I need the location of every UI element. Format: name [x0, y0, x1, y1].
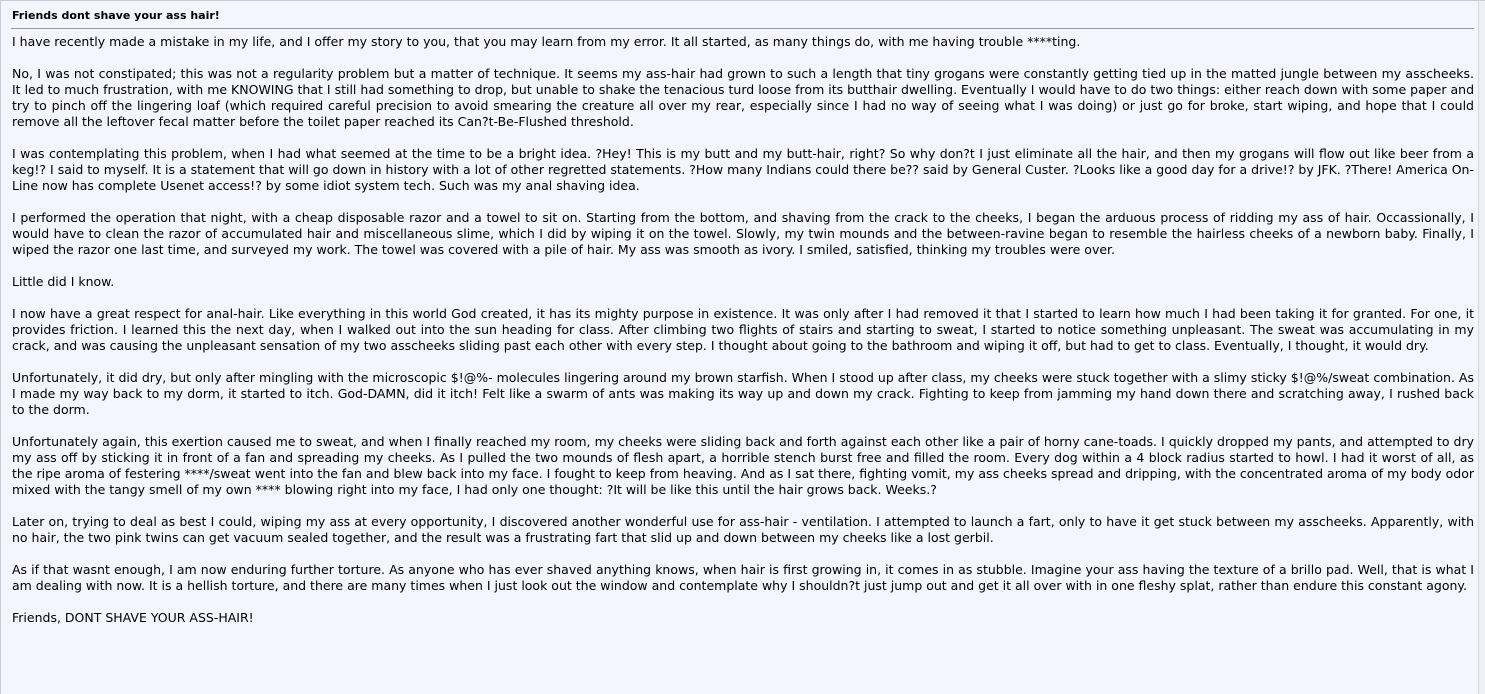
scrollbar-track[interactable]	[1478, 1, 1485, 694]
post-paragraph: As if that wasnt enough, I am now enduring further torture. As anyone who has ever shaved anything knows, when hair is first growing in, it comes in as stubble. Imagine your ass having the texture of a brillo pad. Well, that is what I am dealing with now. It is a hellish torture, and there are many times when I just look out the window and contemplate why I shouldn?t just jump out and get it all over with in one fleshy splat, rather than endure this constant agony.	[12, 562, 1474, 593]
post-paragraph: I performed the operation that night, with a cheap disposable razor and a towel to sit on. Starting from the bottom, and shaving from the crack to the cheeks, I began the arduous process of ridding my ass of hair. Occassionally, I would have to clean the razor of accumulated hair and miscellaneous slime, which I did by wiping it on the towel. Slowly, my twin mounds and the between-ravine began to resemble the hairless cheeks of a newborn baby. Finally, I wiped the razor one last time, and surveyed my work. The towel was covered with a pile of hair. My ass was smooth as ivory. I smiled, satisfied, thinking my troubles were over.	[12, 210, 1474, 257]
post-paragraph: Friends, DONT SHAVE YOUR ASS-HAIR!	[12, 610, 254, 625]
title-divider	[11, 28, 1474, 29]
post-paragraph: No, I was not constipated; this was not a regularity problem but a matter of technique. It seems my ass-hair had grown to such a length that tiny grogans were constantly getting tied up in the matted jungle between my asscheeks. It led to much frustration, with me KNOWING that I still had something to drop, but unable to shake the tenacious turd loose from its butthair dwelling. Eventually I would have to do two things: either reach down with some paper and try to pinch off the lingering loaf (which required careful precision to avoid smearing the creature all over my rear, especially since I had no way of seeing what I was doing) or just go for broke, start wiping, and hope that I could remove all the leftover fecal matter before the toilet paper reached its Can?t-Be-Flushed threshold.	[12, 66, 1474, 129]
post-paragraph: Unfortunately, it did dry, but only after mingling with the microscopic $!@%- molecules lingering around my brown starfish. When I stood up after class, my cheeks were stuck together with a slimy sticky $!@%/sweat combination. As I made my way back to my dorm, it started to itch. God-DAMN, did it itch! Felt like a swarm of ants was making its way up and down my crack. Fighting to keep from jamming my hand down there and scratching away, I rushed back to the dorm.	[12, 370, 1474, 417]
post-paragraph: Later on, trying to deal as best I could, wiping my ass at every opportunity, I discovered another wonderful use for ass-hair - ventilation. I attempted to launch a fart, only to have it get stuck between my asscheeks. Apparently, with no hair, the two pink twins can get vacuum sealed together, and the result was a frustrating fart that slid up and down between my cheeks like a lost gerbil.	[12, 514, 1474, 545]
post-paragraph: Little did I know.	[12, 274, 115, 289]
post-paragraph: I was contemplating this problem, when I had what seemed at the time to be a bright idea. ?Hey! This is my butt and my butt-hair, right? So why don?t I just eliminate all the hair, and then my grogans will flow out like beer from a keg!? I said to myself. It is a statement that will go down in history with a lot of other regretted statements. ?How many Indians could there be?? said by General Custer. ?Looks like a good day for a drive!? by JFK. ?There! America On-Line now has complete Usenet access!? by some idiot system tech. Such was my anal shaving idea.	[12, 146, 1474, 193]
post-title: Friends dont shave your ass hair!	[12, 9, 220, 22]
post-paragraph: Unfortunately again, this exertion caused me to sweat, and when I finally reached my room, my cheeks were sliding back and forth against each other like a pair of horny cane-toads. I quickly dropped my pants, and attempted to dry my ass off by sticking it in front of a fan and spreading my cheeks. As I pulled the two mounds of flesh apart, a horrible stench burst free and filled the room. Every dog within a 4 block radius started to howl. I had it worst of all, as the ripe aroma of festering ****/sweat went into the fan and blew back into my face. I fought to keep from heaving. And as I sat there, fighting vomit, my ass cheeks spread and dripping, with the concentrated aroma of my body odor mixed with the tangy smell of my own **** blowing right into my face, I had only one thought: ?It will be like this until the hair grows back. Weeks.?	[12, 434, 1474, 497]
post-body	[12, 34, 1474, 626]
post-paragraph: I now have a great respect for anal-hair. Like everything in this world God created, it has its mighty purpose in existence. It was only after I had removed it that I started to learn how much I had been taking it for granted. For one, it provides friction. I learned this the next day, when I walked out into the sun heading for class. After climbing two flights of stairs and starting to sweat, I started to notice something unpleasant. The sweat was accumulating in my crack, and was causing the unpleasant sensation of my two asscheeks sliding past each other with every step. I thought about going to the bathroom and wiping it off, but had to get to class. Eventually, I thought, it would dry.	[12, 306, 1474, 353]
post-paragraph: I have recently made a mistake in my life, and I offer my story to you, that you may learn from my error. It all started, as many things do, with me having trouble ****ting.	[12, 34, 1081, 49]
